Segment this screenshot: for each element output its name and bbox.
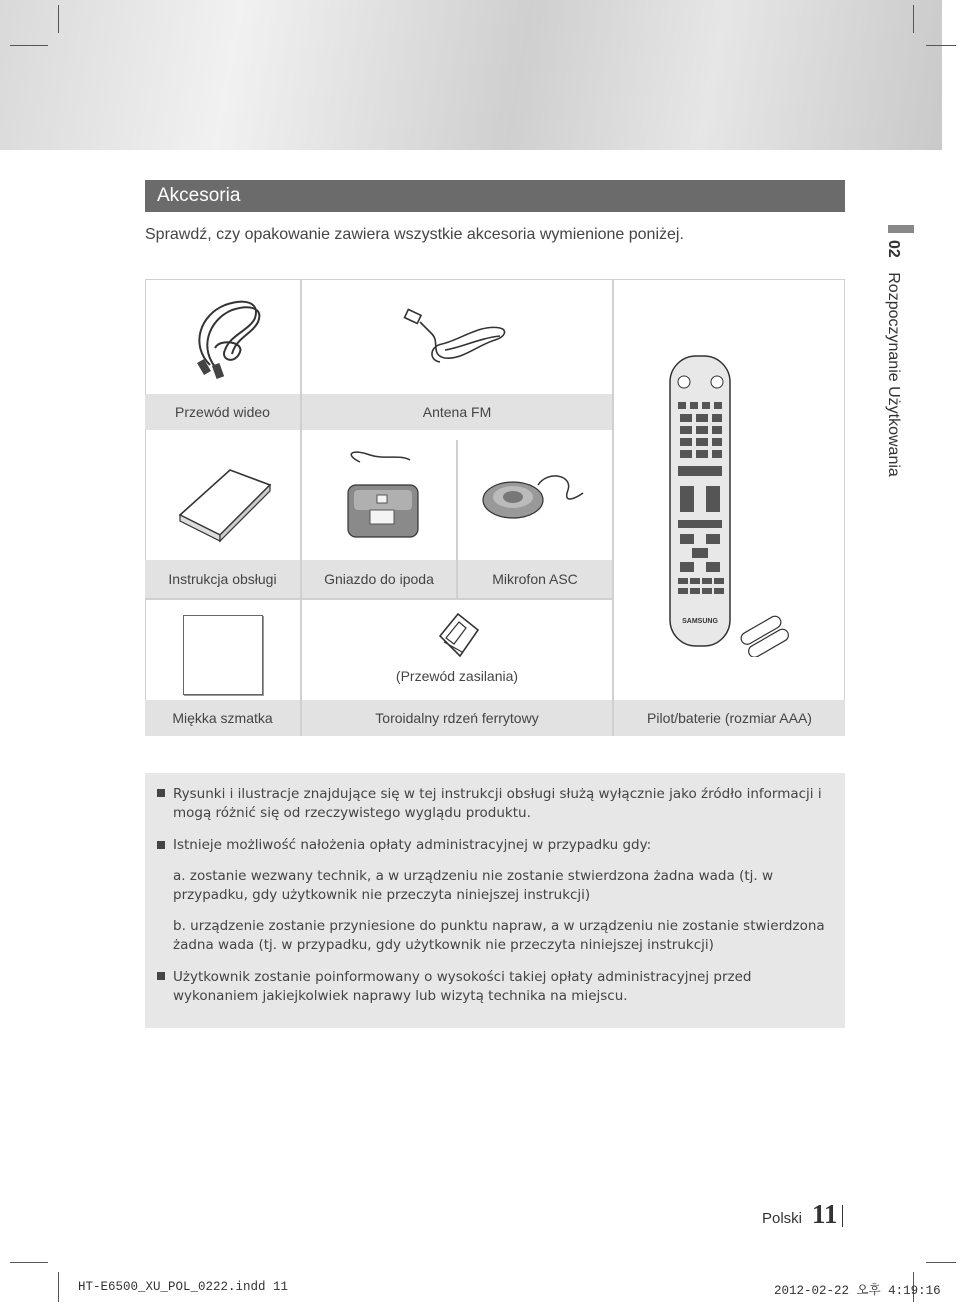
remote-batteries-image	[662, 352, 802, 657]
video-cable-image	[180, 290, 275, 385]
cloth-image	[183, 615, 263, 695]
chapter-number: 02	[885, 240, 902, 258]
crop-mark	[913, 5, 914, 33]
section-title: Akcesoria	[145, 180, 845, 212]
slug-filename: HT-E6500_XU_POL_0222.indd 11	[78, 1280, 289, 1294]
remote-brand: SAMSUNG	[682, 618, 718, 625]
footer-language: Polski	[762, 1210, 803, 1227]
note-user-informed: Użytkownik zostanie poinformowany o wysokości takiej opłaty administracyjnej przed wykonaniem jakiejkolwiek naprawy lub wizytą technika na miejscu.	[173, 969, 752, 1004]
crop-mark	[58, 1272, 59, 1302]
ipod-dock-image	[340, 450, 425, 545]
label-remote: Pilot/baterie (rozmiar AAA)	[614, 700, 845, 736]
grid-divider	[300, 279, 302, 599]
intro-text: Sprawdź, czy opakowanie zawiera wszystkie akcesoria wymienione poniżej.	[145, 226, 684, 243]
grid-divider	[145, 598, 613, 600]
label-video-cable: Przewód wideo	[145, 394, 300, 430]
asc-mic-image	[478, 465, 593, 530]
top-banner	[0, 0, 942, 150]
note-illustrations: Rysunki i ilustracje znajdujące się w tej instrukcji obsługi służą wyłącznie jako źródło informacji i mogą różnić się od rzeczywistego wyglądu produktu.	[173, 786, 822, 821]
note-bullet	[157, 789, 165, 797]
manual-image	[170, 455, 275, 545]
page-number: 11	[812, 1199, 838, 1229]
side-tab-marker	[888, 225, 914, 233]
side-tab	[884, 240, 902, 477]
label-ipod-dock: Gniazdo do ipoda	[302, 560, 456, 598]
chapter-title: Rozpoczynanie Użytkowania	[885, 272, 902, 477]
label-asc-mic: Mikrofon ASC	[458, 560, 612, 598]
note-admin-fee-b: b. urządzenie zostanie przyniesione do punktu napraw, a w urządzeniu nie zostanie stwierdzona żadna wada (tj. w przypadku, gdy użytkownik nie przeczyta niniejszej instrukcji)	[173, 918, 825, 953]
crop-mark	[926, 1262, 956, 1263]
label-cloth: Miękka szmatka	[145, 700, 300, 736]
note-bullet	[157, 841, 165, 849]
crop-mark	[10, 1262, 48, 1263]
crop-mark	[10, 45, 48, 46]
label-fm-antenna: Antena FM	[302, 394, 612, 430]
ferrite-note: (Przewód zasilania)	[395, 668, 519, 684]
slug-datetime: 2012-02-22 오후 4:19:16	[774, 1284, 941, 1298]
ferrite-core-image	[432, 608, 487, 663]
footer-divider	[842, 1205, 843, 1227]
note-admin-fee-a: a. zostanie wezwany technik, a w urządzeniu nie zostanie stwierdzona żadna wada (tj. w przypadku, gdy użytkownik nie przeczyta niniejszej instrukcji)	[173, 868, 774, 903]
crop-mark	[58, 5, 59, 33]
label-manual: Instrukcja obsługi	[145, 560, 300, 598]
note-admin-fee: Istnieje możliwość nałożenia opłaty administracyjnej w przypadku gdy:	[173, 837, 652, 853]
note-bullet	[157, 972, 165, 980]
crop-mark	[926, 45, 956, 46]
fm-antenna-image	[400, 300, 515, 375]
label-ferrite: Toroidalny rdzeń ferrytowy	[302, 700, 612, 736]
grid-divider	[612, 279, 614, 736]
